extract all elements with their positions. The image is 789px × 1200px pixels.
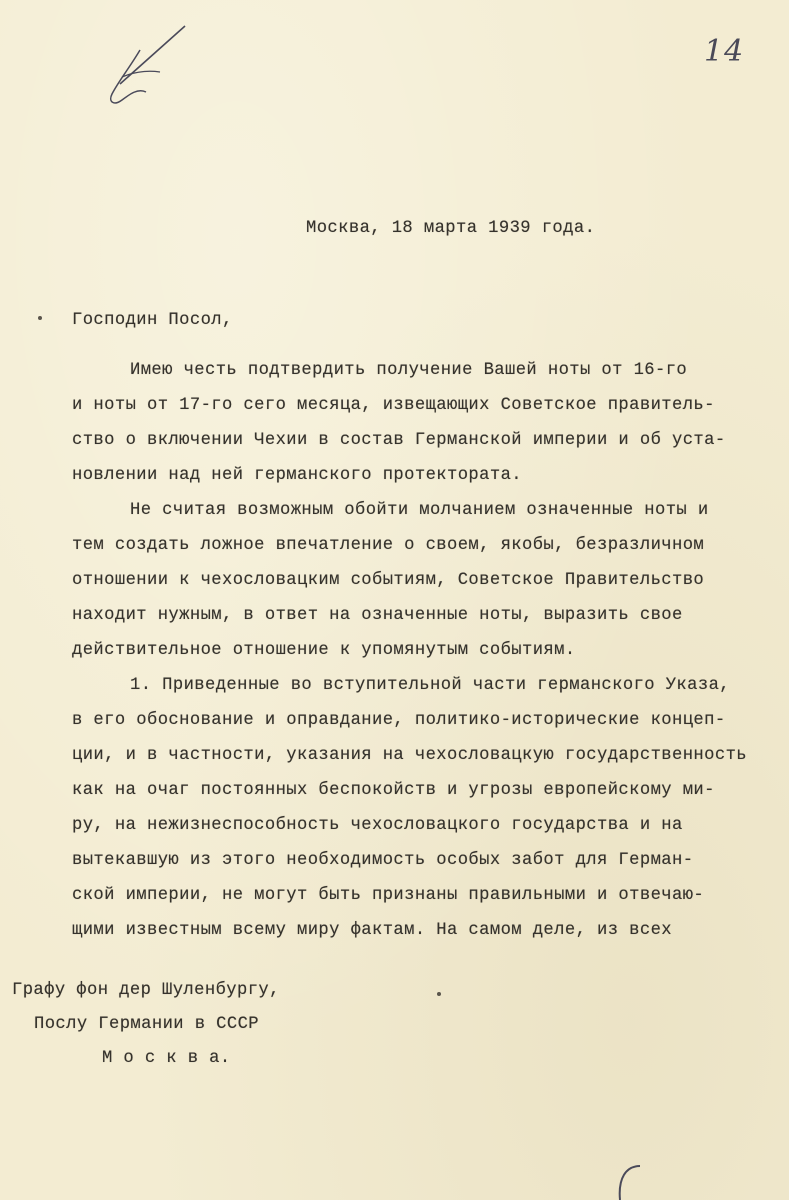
body-line: 1. Приведенные во вступительной части германского Указа, xyxy=(130,676,730,695)
body-line: в его обоснование и оправдание, политико-исторические концеп- xyxy=(72,711,726,730)
addressee-title: Послу Германии в СССР xyxy=(34,1015,259,1034)
date-line: Москва, 18 марта 1939 года. xyxy=(306,219,596,238)
body-line: тем создать ложное впечатление о своем, якобы, безразличном xyxy=(72,536,705,555)
salutation: Господин Посол, xyxy=(72,311,233,330)
body-line: действительное отношение к упомянутым событиям. xyxy=(72,641,576,660)
body-line: вытекавшую из этого необходимость особых забот для Герман- xyxy=(72,851,694,870)
archive-page-number: 14 xyxy=(704,34,745,69)
addressee-city: М о с к в а. xyxy=(102,1049,231,1068)
body-line: щими известным всему миру фактам. На самом деле, из всех xyxy=(72,921,672,940)
body-line: ру, на нежизнеспособность чехословацкого государства и на xyxy=(72,816,683,835)
body-line: ции, и в частности, указания на чехословацкую государственность xyxy=(72,746,747,765)
body-line: отношении к чехословацким событиям, Советское Правительство xyxy=(72,571,705,590)
stamp-arc-icon xyxy=(610,1160,650,1200)
body-line: новлении над ней германского протектората. xyxy=(72,466,522,485)
body-line: ской империи, не могут быть признаны правильными и отвечаю- xyxy=(72,886,705,905)
body-line: ство о включении Чехии в состав Германской империи и об уста- xyxy=(72,431,726,450)
body-line: Не считая возможным обойти молчанием означенные ноты и xyxy=(130,501,709,520)
stray-mark xyxy=(38,316,42,320)
handwritten-mark-icon xyxy=(100,22,200,112)
body-line: и ноты от 17-го сего месяца, извещающих Советское правитель- xyxy=(72,396,715,415)
body-line: как на очаг постоянных беспокойств и угрозы европейскому ми- xyxy=(72,781,715,800)
body-line: находит нужным, в ответ на означенные ноты, выразить свое xyxy=(72,606,683,625)
addressee-name: Графу фон дер Шуленбургу, xyxy=(12,981,280,1000)
stray-mark xyxy=(437,992,441,996)
body-line: Имею честь подтвердить получение Вашей ноты от 16-го xyxy=(130,361,688,380)
